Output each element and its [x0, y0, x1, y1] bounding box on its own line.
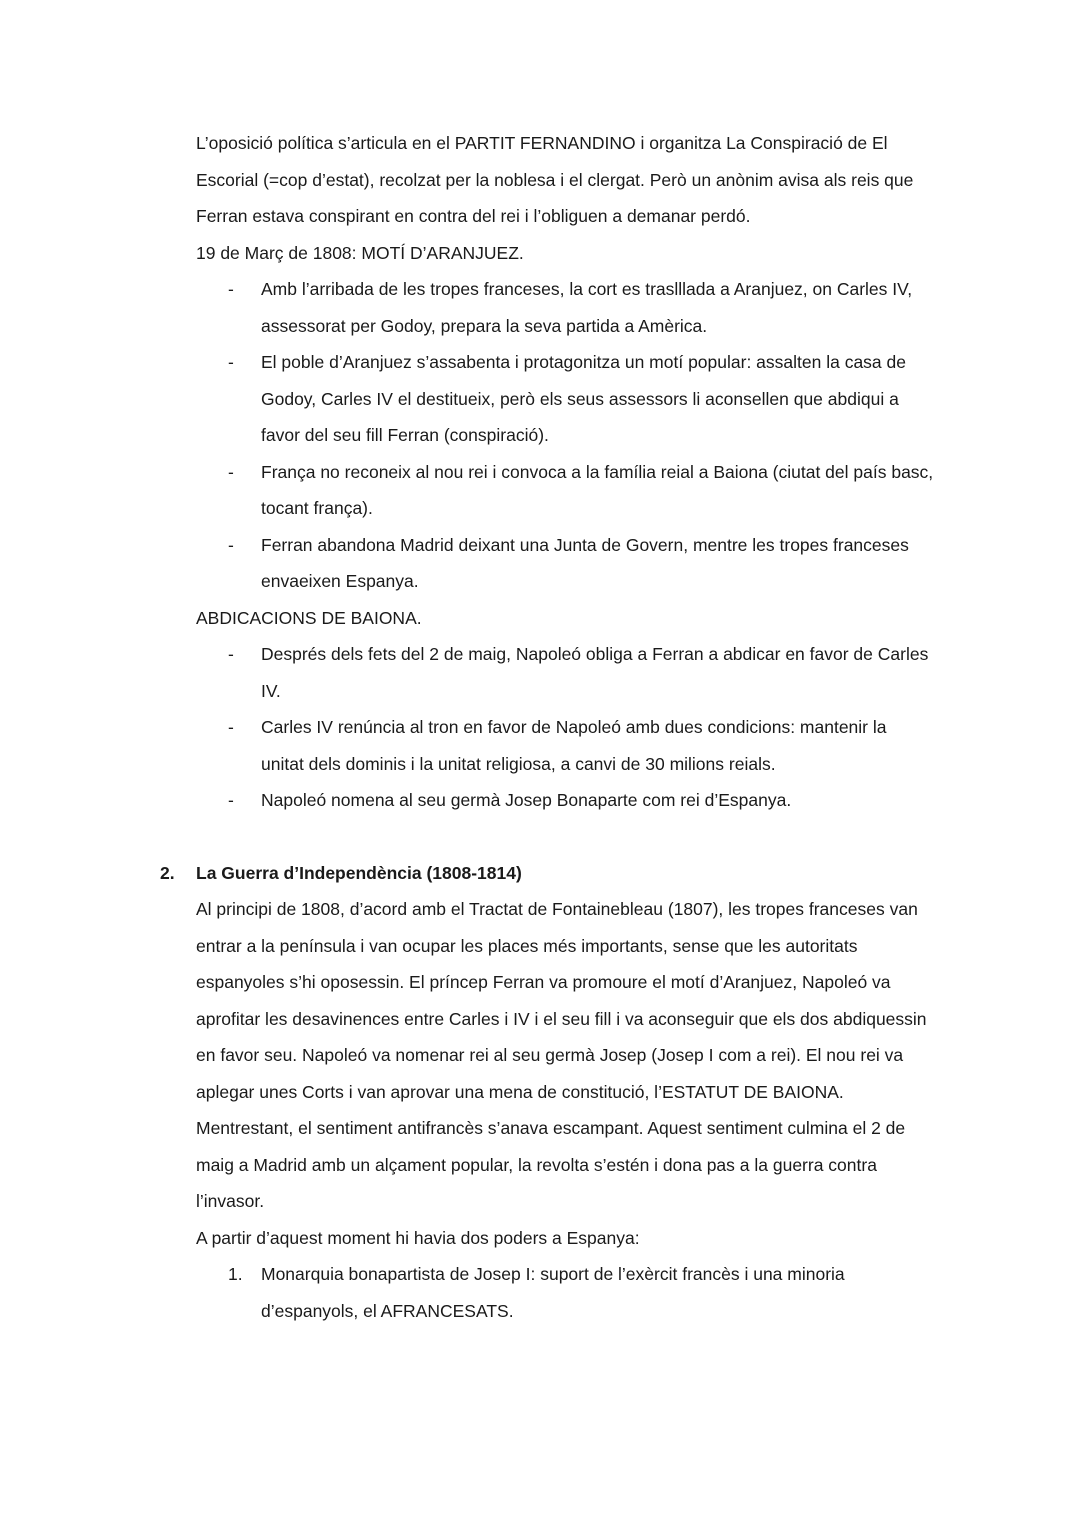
text-line: L’oposició política s’articula en el PARTIT FERNANDINO i organitza La Conspiració de El: [196, 133, 888, 153]
text-line: espanyoles s’hi oposessin. El príncep Ferran va promoure el motí d’Aranjuez, Napoleó va: [196, 972, 891, 992]
text-line: Al principi de 1808, d’acord amb el Tractat de Fontainebleau (1807), les tropes franceses van: [196, 899, 918, 919]
section-title: La Guerra d’Independència (1808-1814): [196, 863, 522, 883]
bullet-dash: -: [228, 352, 234, 372]
baiona-title: ABDICACIONS DE BAIONA.: [196, 607, 422, 628]
numbered-item: [196, 1256, 956, 1329]
list-item: [196, 709, 956, 782]
text-line: Carles IV renúncia al tron en favor de Napoleó amb dues condicions: mantenir la: [261, 717, 887, 737]
text-line: favor del seu fill Ferran (conspiració).: [261, 425, 549, 445]
text-line: Després dels fets del 2 de maig, Napoleó obliga a Ferran a abdicar en favor de Carles: [261, 644, 929, 664]
text-line: IV.: [261, 680, 281, 701]
text-line: l’invasor.: [196, 1191, 265, 1211]
list-item: [196, 527, 956, 600]
bullet-dash: -: [228, 790, 234, 810]
item-number: 1.: [228, 1264, 243, 1284]
list-item: [196, 636, 956, 709]
text-line: envaeixen Espanya.: [261, 571, 419, 591]
bullet-dash: -: [228, 717, 234, 737]
text-line: El poble d’Aranjuez s’assabenta i protagonitza un motí popular: assalten la casa de: [261, 352, 906, 372]
section-body: [196, 891, 956, 1329]
text-line: Napoleó nomena al seu germà Josep Bonaparte com rei d’Espanya.: [261, 790, 792, 810]
text-line: Escorial (=cop d’estat), recolzat per la noblesa i el clergat. Però un anònim avisa als reis que: [196, 169, 914, 190]
text-line: Monarquia bonapartista de Josep I: suport de l’exèrcit francès i una minoria: [261, 1264, 845, 1284]
text-line: Ferran abandona Madrid deixant una Junta de Govern, mentre les tropes franceses: [261, 534, 909, 555]
list-item: [196, 344, 956, 454]
text-line: Godoy, Carles IV el destitueix, però els seus assessors li aconsellen que abdiqui a: [261, 388, 899, 409]
text-line: Ferran estava conspirant en contra del rei i l’obliguen a demanar perdó.: [196, 206, 751, 226]
bullet-dash: -: [228, 534, 234, 555]
text-line: en favor seu. Napoleó va nomenar rei al seu germà Josep (Josep I com a rei). El nou rei va: [196, 1045, 904, 1065]
bullet-dash: -: [228, 644, 234, 664]
text-line: maig a Madrid amb un alçament popular, la revolta s’estén i dona pas a la guerra contra: [196, 1154, 877, 1175]
text-line: Amb l’arribada de les tropes franceses, la cort es traslllada a Aranjuez, on Carles IV,: [261, 279, 913, 299]
section-number: 2.: [160, 863, 175, 883]
text-line: aprofitar les desavinences entre Carles i IV i el seu fill i va aconseguir que els dos abdiquessin: [196, 1008, 927, 1029]
list-item: [196, 454, 956, 527]
text-line: entrar a la península i van ocupar les places més importants, sense que les autoritats: [196, 935, 858, 956]
bullet-dash: -: [228, 461, 234, 482]
list-item: [196, 782, 956, 819]
list-item: [196, 271, 956, 344]
powers-intro: A partir d’aquest moment hi havia dos poders a Espanya:: [196, 1227, 640, 1248]
text-line: aplegar unes Corts i van aprovar una mena de constitució, l’ESTATUT DE BAIONA.: [196, 1081, 844, 1102]
bullet-dash: -: [228, 279, 234, 299]
section-heading: [160, 855, 522, 892]
text-line: unitat dels dominis i la unitat religiosa, a canvi de 30 milions reials.: [261, 753, 776, 774]
text-line: tocant frança).: [261, 498, 373, 518]
text-line: assessorat per Godoy, prepara la seva partida a Amèrica.: [261, 315, 708, 336]
text-line: Mentrestant, el sentiment antifrancès s’anava escampant. Aquest sentiment culmina el 2 de: [196, 1118, 906, 1138]
text-line: França no reconeix al nou rei i convoca a la família reial a Baiona (ciutat del país basc,: [261, 461, 934, 482]
intro-paragraph: [196, 125, 956, 819]
aranjuez-title: 19 de Març de 1808: MOTÍ D’ARANJUEZ.: [196, 242, 524, 263]
text-line: d’espanyols, el AFRANCESATS.: [261, 1300, 514, 1321]
